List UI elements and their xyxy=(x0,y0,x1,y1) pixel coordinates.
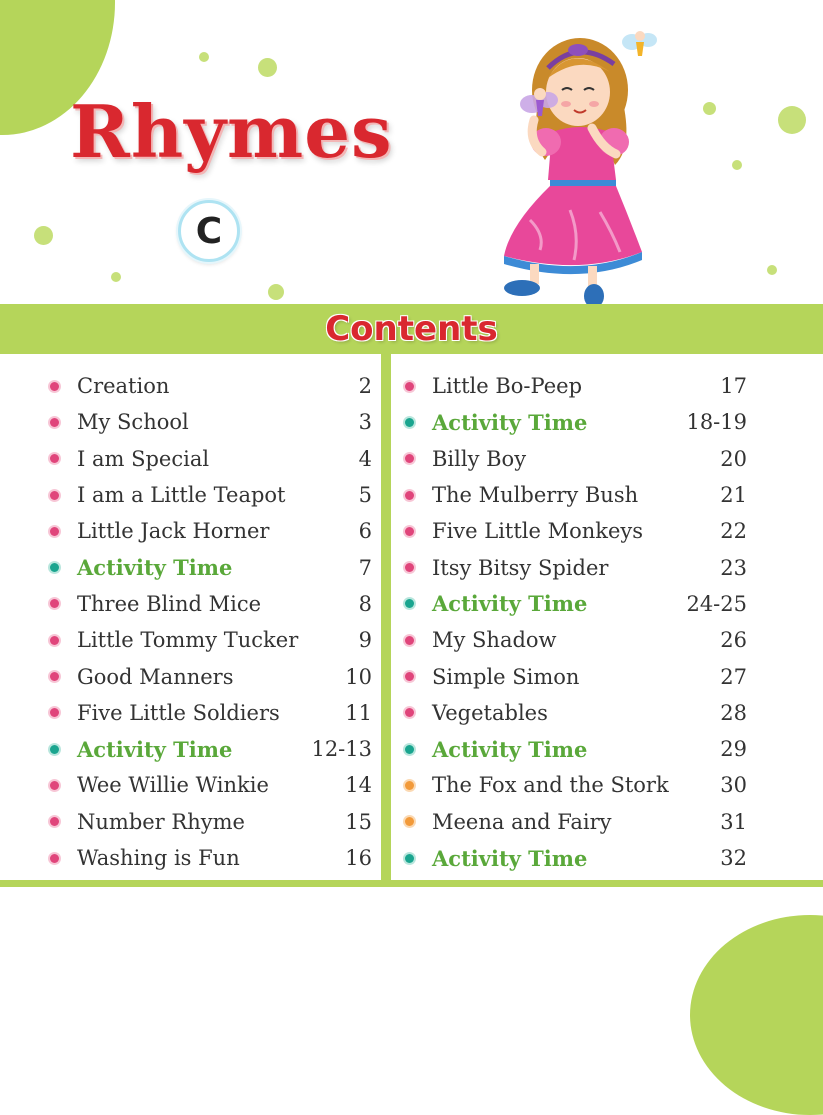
entry-page-number: 14 xyxy=(345,773,372,798)
entry-page-number: 11 xyxy=(345,700,372,725)
entry-title: Washing is Fun xyxy=(77,846,240,870)
entry-title: Simple Simon xyxy=(432,664,580,689)
bullet-icon xyxy=(50,781,59,790)
decor-dot xyxy=(258,58,277,77)
decor-dot xyxy=(34,226,53,245)
girl-illustration xyxy=(470,20,690,310)
bullet-icon xyxy=(405,854,414,863)
entry-page-number: 26 xyxy=(720,628,747,653)
entry-page-number: 31 xyxy=(720,809,747,834)
bullet-icon xyxy=(405,745,414,754)
entry-title: Itsy Bitsy Spider xyxy=(432,555,609,580)
entry-page-number: 3 xyxy=(358,410,372,435)
contents-entry xyxy=(405,513,747,549)
entry-page-number: 21 xyxy=(720,483,747,508)
entry-title: Activity Time xyxy=(432,845,588,871)
entry-page-number: 30 xyxy=(720,773,747,798)
contents-entry xyxy=(405,658,747,694)
contents-banner xyxy=(0,304,823,354)
entry-page-number: 8 xyxy=(358,591,372,616)
contents-entry xyxy=(405,731,747,767)
bullet-icon xyxy=(50,854,59,863)
bullet-icon xyxy=(50,454,59,463)
bullet-icon xyxy=(405,382,414,391)
contents-entry xyxy=(405,477,747,513)
level-badge: C xyxy=(178,200,240,262)
bullet-icon xyxy=(405,563,414,572)
entry-page-number: 6 xyxy=(358,519,372,544)
contents-entry xyxy=(50,840,372,876)
entry-title: Three Blind Mice xyxy=(77,591,262,616)
bullet-icon xyxy=(405,418,414,427)
contents-entry xyxy=(405,840,747,876)
entry-title: Activity Time xyxy=(432,409,588,435)
bullet-icon xyxy=(405,599,414,608)
entry-page-number: 9 xyxy=(358,628,372,653)
contents-entry xyxy=(405,441,747,477)
contents-entry xyxy=(50,586,372,622)
bullet-icon xyxy=(50,745,59,754)
bullet-icon xyxy=(405,781,414,790)
contents-entry xyxy=(50,441,372,477)
entry-title: My Shadow xyxy=(432,628,557,653)
contents-entry xyxy=(50,767,372,803)
bullet-icon xyxy=(405,454,414,463)
entry-title: Creation xyxy=(77,374,170,399)
entry-title: Wee Willie Winkie xyxy=(77,773,269,798)
contents-entry xyxy=(50,658,372,694)
entry-page-number: 10 xyxy=(345,664,372,689)
bullet-icon xyxy=(50,599,59,608)
bullet-icon xyxy=(50,382,59,391)
entry-page-number: 7 xyxy=(358,555,372,580)
entry-title: I am a Little Teapot xyxy=(77,483,286,508)
entry-page-number: 4 xyxy=(358,446,372,471)
entry-title: Activity Time xyxy=(432,591,588,617)
decor-dot xyxy=(111,272,121,282)
contents-entry xyxy=(50,731,372,767)
entry-title: The Mulberry Bush xyxy=(432,483,639,508)
bullet-icon xyxy=(50,418,59,427)
decor-dot xyxy=(703,102,716,115)
contents-entry xyxy=(50,695,372,731)
entry-title: Good Manners xyxy=(77,664,234,689)
entry-page-number: 2 xyxy=(358,374,372,399)
entry-title: Vegetables xyxy=(432,700,548,725)
entry-page-number: 20 xyxy=(720,446,747,471)
bullet-icon xyxy=(50,708,59,717)
entry-page-number: 16 xyxy=(345,846,372,870)
contents-entry xyxy=(50,513,372,549)
entry-page-number: 24-25 xyxy=(686,591,747,616)
entry-page-number: 27 xyxy=(720,664,747,689)
contents-entry xyxy=(405,767,747,803)
decor-dot xyxy=(199,52,209,62)
bullet-icon xyxy=(50,527,59,536)
contents-entry xyxy=(50,477,372,513)
entry-page-number: 17 xyxy=(720,374,747,399)
contents-column-right xyxy=(405,368,747,876)
contents-entry xyxy=(50,549,372,585)
bullet-icon xyxy=(405,636,414,645)
entry-page-number: 15 xyxy=(345,809,372,834)
bullet-icon xyxy=(50,563,59,572)
contents-entry xyxy=(405,586,747,622)
entry-title: Five Little Monkeys xyxy=(432,519,644,544)
entry-page-number: 12-13 xyxy=(311,737,372,762)
bullet-icon xyxy=(50,636,59,645)
entry-page-number: 28 xyxy=(720,700,747,725)
bullet-icon xyxy=(50,491,59,500)
entry-title: Meena and Fairy xyxy=(432,809,612,834)
contents-column-left xyxy=(50,368,372,876)
bullet-icon xyxy=(405,708,414,717)
entry-page-number: 32 xyxy=(720,846,747,870)
entry-page-number: 29 xyxy=(720,737,747,762)
book-title: Rhymes xyxy=(70,89,393,174)
entry-title: Activity Time xyxy=(432,736,588,762)
entry-title: The Fox and the Stork xyxy=(432,773,669,798)
contents-entry xyxy=(405,695,747,731)
contents-entry xyxy=(405,804,747,840)
entry-title: Five Little Soldiers xyxy=(77,700,280,725)
column-divider xyxy=(381,354,391,882)
contents-entry xyxy=(405,622,747,658)
entry-title: Activity Time xyxy=(77,736,233,762)
entry-title: Little Jack Horner xyxy=(77,519,270,544)
decor-dot xyxy=(268,284,284,300)
contents-entry xyxy=(50,804,372,840)
contents-entry xyxy=(405,549,747,585)
entry-page-number: 18-19 xyxy=(686,410,747,435)
bottom-rule xyxy=(0,880,823,887)
contents-heading: Contents xyxy=(325,309,498,349)
contents-entry xyxy=(405,368,747,404)
contents-entry xyxy=(50,368,372,404)
decor-dot xyxy=(767,265,777,275)
bullet-icon xyxy=(50,672,59,681)
bullet-icon xyxy=(50,817,59,826)
bullet-icon xyxy=(405,817,414,826)
entry-title: Little Bo-Peep xyxy=(432,374,583,399)
entry-title: I am Special xyxy=(77,446,210,471)
bullet-icon xyxy=(405,527,414,536)
corner-blob-bottom-right xyxy=(690,915,823,1115)
decor-dot xyxy=(732,160,742,170)
contents-entry xyxy=(50,404,372,440)
contents-entry xyxy=(405,404,747,440)
contents-entry xyxy=(50,622,372,658)
entry-title: My School xyxy=(77,410,189,435)
bullet-icon xyxy=(405,672,414,681)
fairy-right xyxy=(622,31,657,56)
entry-title: Little Tommy Tucker xyxy=(77,628,299,653)
entry-page-number: 22 xyxy=(720,519,747,544)
entry-title: Number Rhyme xyxy=(77,809,245,834)
entry-title: Activity Time xyxy=(77,555,233,581)
entry-title: Billy Boy xyxy=(432,446,527,471)
decor-dot xyxy=(778,106,806,134)
entry-page-number: 5 xyxy=(358,483,372,508)
bullet-icon xyxy=(405,491,414,500)
entry-page-number: 23 xyxy=(720,555,747,580)
